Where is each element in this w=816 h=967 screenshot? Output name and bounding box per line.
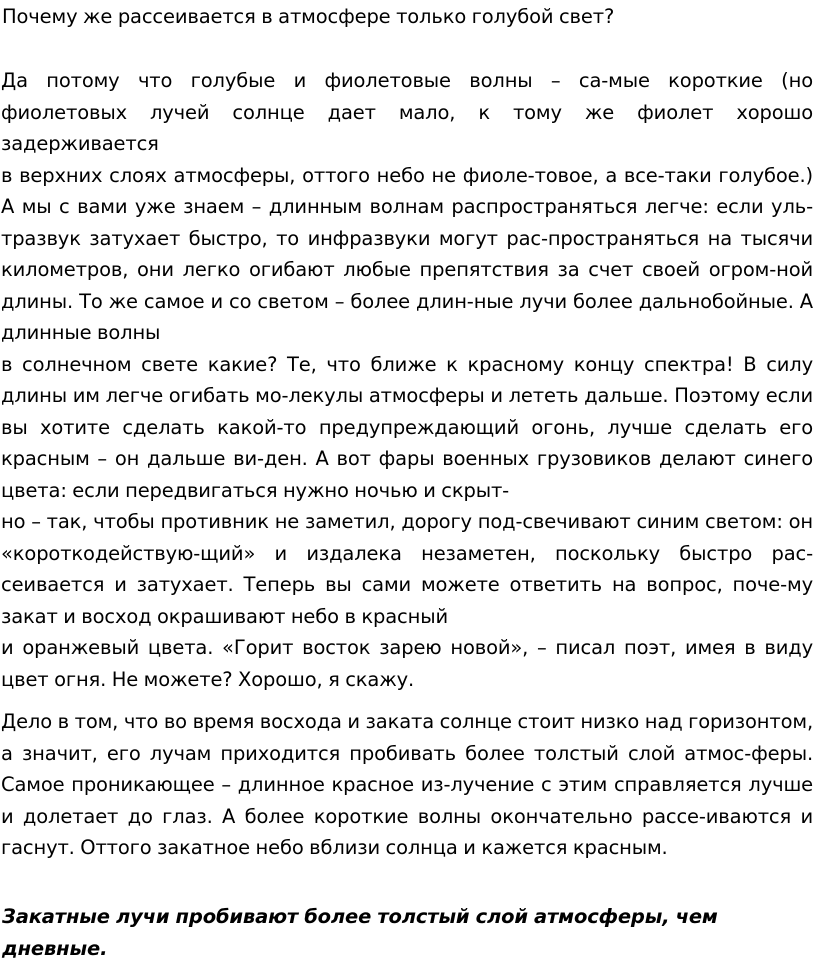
paragraph-explanation: Да потому что голубые и фиолетовые волны – са-мые короткие (но фиолетовых лучей солнце дает мало, к тому же фиолет хорошо задерживается в верхних слоях атмосферы, оттого небо не фиоле-товое, а все-таки голубое.) А мы с вами уже знаем – длинным волнам распространяться легче: если уль-тразвук затухает быстро, то инфразвуки могут рас-пространяться на тысячи километров, они легко огибают любые препятствия за счет своей огром-ной длины. То же самое и со светом – более длин-ные лучи более дальнобойные. А длинные волны в солнечном свете какие? Те, что ближе к красному концу спектра! В силу длины им легче огибать мо-лекулы атмосферы и лететь дальше. Поэтому если вы хотите сделать какой-то предупреждающий огонь, лучше сделать его красным – он дальше ви-ден. А вот фары военных грузовиков делают синего цвета: если передвигаться нужно ночью и скрыт- но – так, чтобы противник не заметил, дорогу под-свечивают синим светом: он «короткодействую-щий» и издалека незаметен, поскольку быстро рас-сеивается и затухает. Теперь вы сами можете ответить на вопрос, поче-му закат и восход окрашивают небо в красный и оранжевый цвета. «Горит восток зарею новой», – писал поэт, имея в виду цвет огня. Не можете? Хорошо, я скажу. xyxy=(1,69,813,691)
conclusion-emphasis: Закатные лучи пробивают более толстый слой атмосферы, чем дневные. xyxy=(2,905,718,960)
question-heading: Почему же рассеивается в атмосфере только голубой свет? xyxy=(2,5,615,28)
paragraph-sunset-explanation: Дело в том, что во время восхода и заката солнце стоит низко над горизонтом, а значит, его лучам приходится пробивать более толстый слой атмос-феры. Самое проникающее – длинное красное из-лучение с этим справляется лучше и долетает до глаз. А более короткие волны окончательно рассе-иваются и гаснут. Оттого закатное небо вблизи солнца и кажется красным. xyxy=(1,710,813,859)
